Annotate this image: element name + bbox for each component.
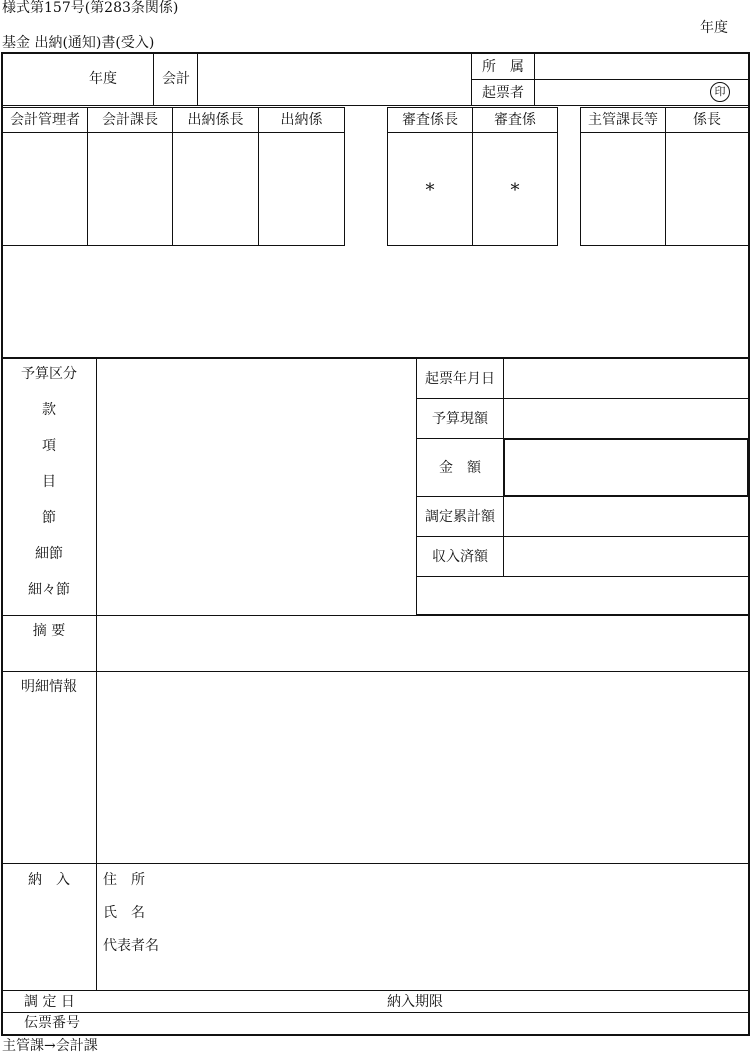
divider — [580, 132, 749, 133]
divider — [153, 53, 154, 105]
budget-label: 項 — [42, 438, 56, 454]
divider — [2, 132, 345, 133]
asterisk-mark: * — [510, 180, 520, 201]
budget-label: 細節 — [35, 546, 63, 562]
budget-label: 目 — [42, 474, 56, 490]
amount-label: 予算現額 — [432, 411, 488, 427]
details-label: 明細情報 — [21, 679, 77, 695]
address-label: 住 所 — [103, 872, 145, 888]
approval-header: 出納係 — [280, 112, 323, 128]
slip-number-label: 伝票番号 — [24, 1015, 80, 1031]
form-number: 様式第157号(第283条関係) — [2, 0, 179, 16]
details-field[interactable] — [97, 672, 748, 862]
amount-label: 収入済額 — [432, 549, 488, 565]
name-label: 氏 名 — [103, 905, 145, 921]
amount-extra-field[interactable] — [417, 577, 748, 613]
asterisk-mark: * — [425, 180, 435, 201]
adjust-date-field[interactable] — [96, 991, 381, 1011]
summary-field[interactable] — [97, 616, 748, 670]
amount-label: 金 額 — [439, 460, 481, 476]
budget-classification-field[interactable] — [97, 359, 415, 614]
received-amount-field[interactable] — [504, 537, 748, 575]
payer-label: 納 入 — [28, 872, 70, 888]
summary-label: 摘 要 — [32, 623, 66, 639]
approval-header: 係長 — [693, 112, 721, 128]
assessed-total-field[interactable] — [504, 497, 748, 535]
budget-label: 節 — [42, 510, 56, 526]
amount-field[interactable] — [503, 438, 749, 497]
form-title: 基金 出納(通知)書(受入) — [2, 35, 155, 51]
routing-note: 主管課→会計課 — [2, 1038, 98, 1054]
name-field[interactable] — [180, 899, 748, 927]
deadline-field[interactable] — [450, 991, 748, 1011]
adjust-date-label: 調 定 日 — [24, 994, 75, 1010]
slip-number-field[interactable] — [96, 1013, 748, 1034]
account-field[interactable] — [198, 54, 470, 104]
approval-header: 審査係 — [494, 112, 536, 128]
department-field[interactable] — [535, 54, 748, 78]
representative-field[interactable] — [180, 932, 748, 960]
divider — [2, 105, 749, 106]
approval-header: 主管課長等 — [588, 112, 658, 128]
address-field[interactable] — [180, 866, 748, 894]
drafter-label: 起票者 — [482, 85, 524, 101]
seal-icon: 印 — [710, 82, 730, 102]
budget-label: 細々節 — [28, 582, 70, 598]
amount-label: 起票年月日 — [425, 371, 495, 387]
drafter-field[interactable] — [535, 80, 705, 104]
approval-header: 出納係長 — [187, 112, 244, 128]
deadline-label: 納入期限 — [387, 994, 443, 1010]
budget-label: 予算区分 — [21, 366, 77, 382]
representative-label: 代表者名 — [103, 938, 159, 954]
account-label: 会計 — [162, 71, 190, 87]
divider — [2, 863, 749, 864]
fiscal-year-label: 年度 — [700, 20, 728, 36]
amount-label: 調定累計額 — [425, 509, 495, 525]
draft-date-field[interactable] — [504, 359, 748, 397]
year-label: 年度 — [89, 71, 117, 87]
divider — [387, 132, 558, 133]
approval-header: 会計課長 — [102, 112, 158, 128]
budget-label: 款 — [42, 402, 56, 418]
department-label: 所 属 — [482, 59, 524, 75]
approval-header: 会計管理者 — [10, 112, 80, 128]
approval-header: 審査係長 — [402, 112, 458, 128]
current-budget-field[interactable] — [504, 399, 748, 437]
